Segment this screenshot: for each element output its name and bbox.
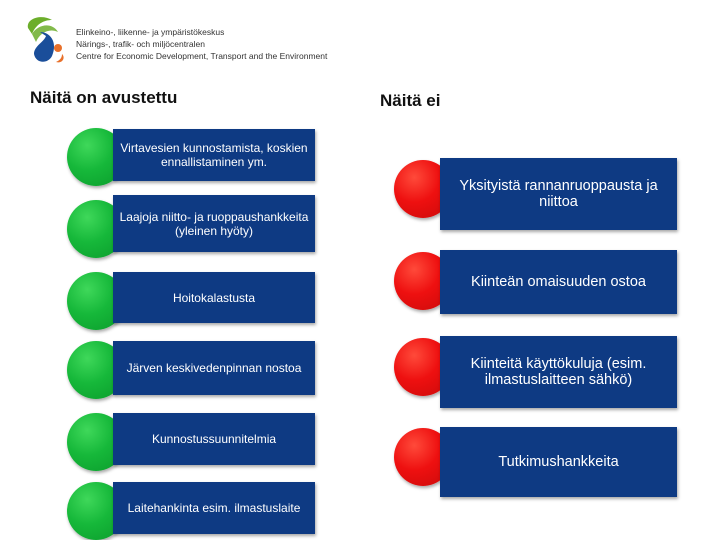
heading-not-supported: Näitä ei (380, 91, 441, 110)
not-supported-item-label: Yksityistä rannanruoppausta ja niittoa (459, 178, 658, 210)
not-supported-item-4 (440, 427, 677, 497)
logo-line-fi: Elinkeino-, liikenne- ja ympäristökeskus (76, 27, 225, 37)
ely-logo-text (76, 26, 327, 62)
not-supported-item-1 (440, 158, 677, 230)
logo-line-en: Centre for Economic Development, Transport and the Environment (76, 51, 328, 61)
heading-supported: Näitä on avustettu (30, 88, 178, 107)
supported-item-label: Järven keskivedenpinnan nostoa (126, 361, 302, 375)
logo-line-sv: Närings-, trafik- och miljöcentralen (76, 39, 205, 49)
ely-logo-mark (22, 14, 72, 66)
supported-item-label: Laitehankinta esim. ilmastuslaite (127, 501, 301, 515)
supported-item-4 (113, 341, 315, 395)
not-supported-item-3 (440, 336, 677, 408)
supported-item-1 (113, 129, 315, 181)
supported-item-label: Virtavesien kunnostamista, koskien ennallistaminen ym. (120, 141, 308, 169)
supported-item-label: Hoitokalastusta (172, 290, 256, 305)
ely-logo (22, 14, 332, 66)
not-supported-item-label: Tutkimushankkeita (498, 454, 619, 470)
supported-item-label: Laajoja niitto- ja ruoppaushankkeita (yleinen hyöty) (119, 209, 309, 238)
supported-item-label: Kunnostussuunnitelmia (151, 432, 277, 446)
not-supported-item-label: Kiinteitä käyttökuluja (esim. ilmastuslaitteen sähkö) (470, 356, 647, 388)
supported-item-3 (113, 272, 315, 323)
not-supported-item-label: Kiinteän omaisuuden ostoa (471, 274, 646, 290)
supported-item-6 (113, 482, 315, 534)
supported-item-5 (113, 413, 315, 465)
supported-item-2 (113, 195, 315, 252)
not-supported-item-2 (440, 250, 677, 314)
